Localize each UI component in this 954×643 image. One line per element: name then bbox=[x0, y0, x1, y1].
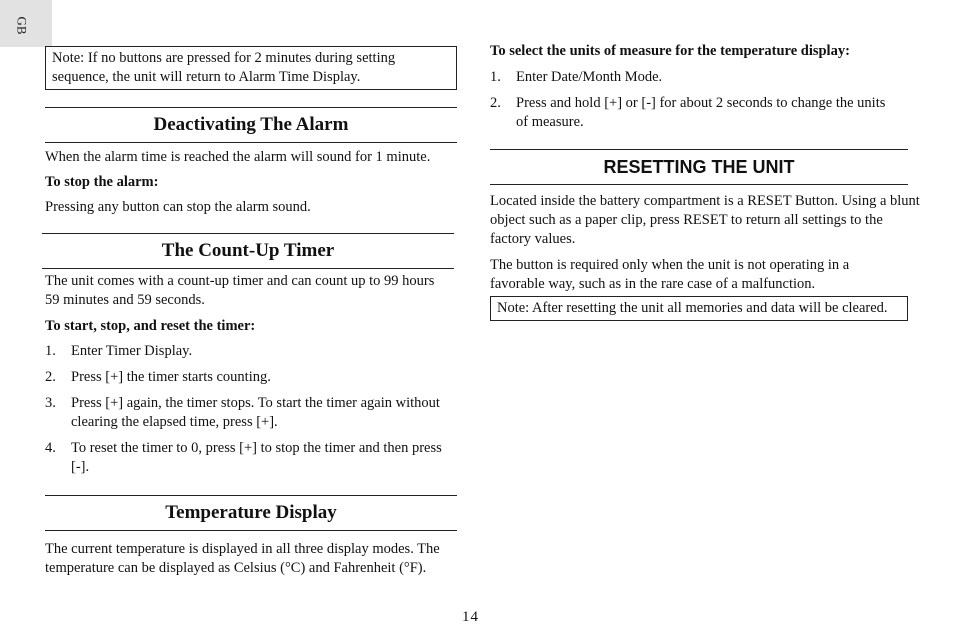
stop-alarm-body: Pressing any button can stop the alarm sound. bbox=[45, 199, 311, 215]
heading-temperature-display: Temperature Display bbox=[45, 495, 457, 531]
units-step: 1. Enter Date/Month Mode. bbox=[490, 69, 663, 85]
left-column bbox=[45, 46, 468, 578]
timer-steps bbox=[45, 342, 445, 477]
timer-step: 3. Press [+] again, the timer stops. To start the timer again without clearing the elapsed time, press [+]. bbox=[45, 395, 440, 430]
timer-step: 4. To reset the timer to 0, press [+] to stop the timer and then press [-]. bbox=[45, 440, 442, 475]
heading-deactivating-alarm: Deactivating The Alarm bbox=[45, 107, 457, 143]
timer-subhead: To start, stop, and reset the timer: bbox=[45, 318, 256, 334]
units-step: 2. Press and hold [+] or [-] for about 2 seconds to change the units of measure. bbox=[490, 95, 886, 130]
language-tab bbox=[0, 0, 52, 47]
note-reset: Note: After resetting the unit all memories and data will be cleared. bbox=[490, 296, 908, 321]
page-number: 14 bbox=[462, 609, 479, 625]
units-steps bbox=[490, 68, 890, 132]
timer-step: 2. Press [+] the timer starts counting. bbox=[45, 369, 271, 385]
right-column bbox=[490, 42, 920, 321]
units-subhead: To select the units of measure for the temperature display: bbox=[490, 43, 850, 59]
reset-body-2: The button is required only when the unit is not operating in a favorable way, such as in the rare case of a malfunction. bbox=[490, 257, 850, 292]
heading-countup-timer: The Count-Up Timer bbox=[42, 233, 454, 269]
heading-resetting-unit: RESETTING THE UNIT bbox=[490, 149, 908, 185]
countup-intro: The unit comes with a count-up timer and can count up to 99 hours 59 minutes and 59 seconds. bbox=[45, 273, 435, 308]
reset-body-1: Located inside the battery compartment is a RESET Button. Using a blunt object such as a paper clip, press RESET to return all settings to the factory values. bbox=[490, 193, 920, 247]
temperature-body: The current temperature is displayed in all three display modes. The temperature can be displayed as Celsius (°C) and Fahrenheit (°F). bbox=[45, 541, 440, 576]
deactivating-intro: When the alarm time is reached the alarm will sound for 1 minute. bbox=[45, 149, 431, 165]
language-tab-label: GB bbox=[14, 16, 30, 35]
timer-step: 1. Enter Timer Display. bbox=[45, 343, 193, 359]
stop-alarm-subhead: To stop the alarm: bbox=[45, 174, 159, 190]
note-timeout: Note: If no buttons are pressed for 2 minutes during setting sequence, the unit will return to Alarm Time Display. bbox=[45, 46, 457, 90]
